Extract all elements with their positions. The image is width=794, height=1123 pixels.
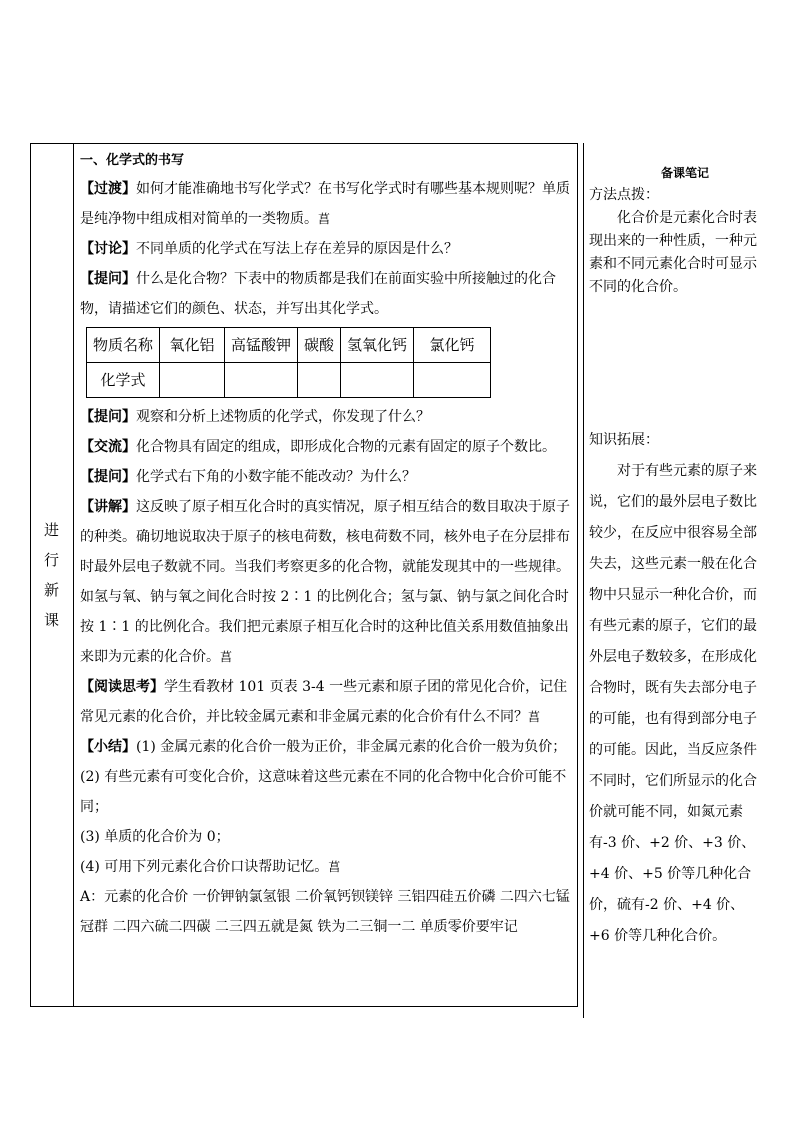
method-text: 化合价是元素化合时表现出来的一种性质，一种元素和不同元素化合时可显示不同的化合价。 bbox=[589, 210, 757, 295]
section-label-char: 新 bbox=[43, 581, 59, 599]
question-text: 观察和分析上述物质的化学式，你发现了什么？ bbox=[136, 409, 430, 425]
mark-glyph: 菖 bbox=[220, 650, 233, 664]
transition-tag: 【过渡】 bbox=[80, 181, 136, 197]
section-label-char: 进 bbox=[43, 521, 59, 539]
extension-label: 知识拓展： bbox=[589, 432, 659, 448]
table-row bbox=[87, 328, 491, 363]
table-header-cell: 氧化铝 bbox=[160, 328, 225, 363]
question-tag: 【提问】 bbox=[80, 469, 136, 485]
reading-paragraph bbox=[80, 672, 574, 732]
question-paragraph-2 bbox=[80, 402, 574, 432]
discussion-tag: 【讨论】 bbox=[80, 241, 136, 257]
summary-item-2: (2) 有些元素有可变化合价，这意味着这些元素在不同的化合物中化合价可能不同； bbox=[80, 769, 567, 815]
exchange-paragraph bbox=[80, 432, 574, 462]
table-cell bbox=[341, 363, 414, 398]
table-row-label: 化学式 bbox=[87, 363, 160, 398]
summary-tag: 【小结】 bbox=[80, 739, 136, 755]
transition-paragraph bbox=[80, 174, 574, 234]
lesson-notes bbox=[589, 162, 759, 952]
table-header-cell: 碳酸 bbox=[298, 328, 341, 363]
question-tag: 【提问】 bbox=[80, 409, 136, 425]
reading-tag: 【阅读思考】 bbox=[80, 679, 164, 695]
mark-glyph: 菖 bbox=[328, 860, 341, 874]
exchange-text: 化合物具有固定的组成，即形成化合物的元素有固定的原子个数比。 bbox=[136, 439, 556, 455]
question-text: 化学式右下角的小数字能不能改动？为什么？ bbox=[136, 469, 416, 485]
question-paragraph-3 bbox=[80, 462, 574, 492]
mark-glyph: 菖 bbox=[318, 212, 331, 226]
summary-item-4-paragraph bbox=[80, 852, 574, 882]
mark-glyph: 菖 bbox=[528, 710, 541, 724]
exchange-tag: 【交流】 bbox=[80, 439, 136, 455]
explanation-paragraph bbox=[80, 492, 574, 672]
table-header-cell: 高锰酸钾 bbox=[225, 328, 298, 363]
question-text: 什么是化合物？下表中的物质都是我们在前面实验中所接触过的化合物，请描述它们的颜色、状态，并写出其化学式。 bbox=[80, 271, 556, 317]
summary-item-4: (4) 可用下列元素化合价口诀帮助记忆。 bbox=[80, 859, 329, 875]
notes-spacer bbox=[589, 299, 759, 425]
table-header-cell: 物质名称 bbox=[87, 328, 160, 363]
valence-rhyme: A：元素的化合价 一价钾钠氯氢银 二价氧钙钡镁锌 三铝四硅五价磷 二四六七锰冠群 二四六硫二四碳 二三四五就是氮 铁为二三铜一二 单质零价要牢记 bbox=[80, 889, 570, 935]
table-header-cell: 氯化钙 bbox=[414, 328, 491, 363]
reading-text: 学生看教材 101 页表 3-4 一些元素和原子团的常见化合价，记住常见元素的化合价，并比较金属元素和非金属元素的化合价有什么不同？ bbox=[80, 679, 568, 725]
summary-item-1: (1) 金属元素的化合价一般为正价，非金属元素的化合价一般为负价； bbox=[136, 739, 567, 755]
discussion-text: 不同单质的化学式在写法上存在差异的原因是什么？ bbox=[136, 241, 458, 257]
section-label bbox=[30, 515, 73, 635]
notes-title: 备课笔记 bbox=[660, 166, 709, 180]
summary-item-3: (3) 单质的化合价为 0； bbox=[80, 829, 230, 845]
table-cell bbox=[225, 363, 298, 398]
section-label-char: 课 bbox=[43, 611, 59, 629]
section-heading: 一、化学式的书写 bbox=[80, 153, 185, 168]
column-divider bbox=[73, 143, 74, 1007]
discussion-paragraph bbox=[80, 234, 574, 264]
table-cell bbox=[298, 363, 341, 398]
notes-column-rule bbox=[583, 143, 584, 1018]
table-cell bbox=[160, 363, 225, 398]
method-label: 方法点拨： bbox=[589, 187, 659, 203]
question-tag: 【提问】 bbox=[80, 271, 136, 287]
table-cell bbox=[414, 363, 491, 398]
section-label-char: 行 bbox=[43, 551, 59, 569]
table-row bbox=[87, 363, 491, 398]
extension-text: 对于有些元素的原子来说，它们的最外层电子数比较少，在反应中很容易全部失去，这些元素一般在化合物中只显示一种化合价，而有些元素的原子，它们的最外层电子数较多，在形成化合物时，既有失去部分电子的可能，也有得到部分电子的可能。因此，当反应条件不同时，它们所显示的化合价就可能不同，如氮元素有-3 价、+2 价、+3 价、+4 价、+5 价等几种化合价，硫有-2 价、+4 价、+6 价等几种化合价。 bbox=[589, 463, 757, 944]
table-header-cell: 氢氧化钙 bbox=[341, 328, 414, 363]
explain-text: 这反映了原子相互化合时的真实情况，原子相互结合的数目取决于原子的种类。确切地说取决于原子的核电荷数，核电荷数不同，核外电子在分层排布时最外层电子数就不同。当我们考察更多的化合物，就能发现其中的一些规律。如氢与氧、钠与氧之间化合时按 2∶1 的比例化合；氢与氯、钠与氯之间化合时按 1∶1 的比例化合。我们把元素原子相互化合时的这种比值关系用数值抽象出来即为元素的化合价。 bbox=[80, 499, 570, 665]
transition-text: 如何才能准确地书写化学式？在书写化学式时有哪些基本规则呢？单质是纯净物中组成相对简单的一类物质。 bbox=[80, 181, 570, 227]
compound-table bbox=[86, 327, 491, 398]
question-paragraph-1 bbox=[80, 264, 574, 324]
lesson-content bbox=[80, 148, 574, 942]
summary-paragraph bbox=[80, 732, 574, 762]
explain-tag: 【讲解】 bbox=[80, 499, 136, 515]
